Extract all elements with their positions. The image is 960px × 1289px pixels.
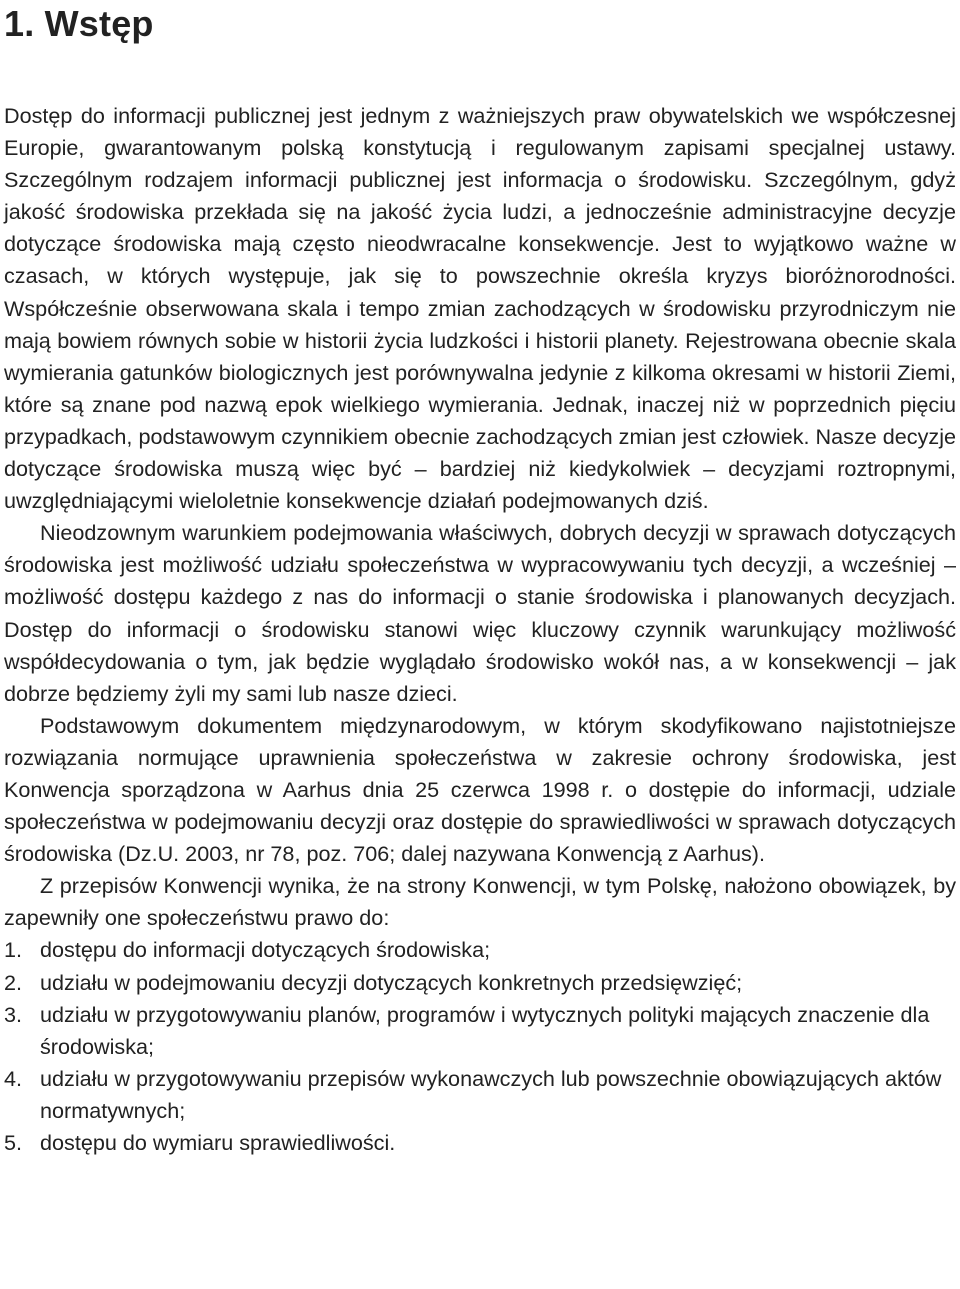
list-item-text: udziału w przygotowywaniu przepisów wykonawczych lub powszechnie obowiązujących aktów normatywnych; — [40, 1065, 942, 1123]
list-item-text: dostępu do informacji dotyczących środowiska; — [40, 937, 491, 963]
paragraph-aarhus-convention: Podstawowym dokumentem międzynarodowym, w którym skodyfikowano najistotniejsze rozwiązania normujące uprawnienia społeczeństwa w zakresie ochrony środowiska, jest Konwencja sporządzona w Aarhus dnia 25 czerwca 1998 r. o dostępie do informacji, udziale społeczeństwa w podejmowaniu decyzji oraz dostępie do sprawiedliwości w sprawach dotyczących środowiska (Dz.U. 2003, nr 78, poz. 706; dalej nazywana Konwencją z Aarhus). — [4, 712, 956, 867]
list-item-number: 4. — [4, 1065, 23, 1091]
list-item-text: dostępu do wymiaru sprawiedliwości. — [40, 1130, 396, 1155]
list-item-number: 5. — [4, 1130, 23, 1155]
paragraph-participation: Nieodzownym warunkiem podejmowania właściwych, dobrych decyzji w sprawach dotyczących środowiska jest możliwość udziału społeczeństwa w wypracowywaniu tych decyzji, a wcześniej – możliwość dostępu każdego z nas do informacji o stanie środowiska i planowanych decyzjach. Dostęp do informacji o środowisku stanowi więc kluczowy czynnik warunkujący możliwość współdecydowania o tym, jak będzie wyglądało środowisko wokół nas, a w konsekwencji – jak dobrze będziemy żyli my sami lub nasze dzieci. — [4, 520, 956, 706]
rights-list — [4, 934, 956, 1159]
list-item-number: 2. — [4, 969, 23, 995]
list-item — [4, 934, 956, 966]
list-item-text: udziału w podejmowaniu decyzji dotyczących konkretnych przedsięwzięć; — [40, 969, 743, 995]
list-item-text: udziału w przygotowywaniu planów, programów i wytycznych polityki mających znaczenie dla środowiska; — [40, 1001, 930, 1059]
list-item-number: 1. — [4, 937, 23, 963]
section-heading: 1. Wstęp — [4, 3, 154, 44]
paragraph-intro: Dostęp do informacji publicznej jest jednym z ważniejszych praw obywatelskich we współczesnej Europie, gwarantowanym polską konstytucją i regulowanym zapisami specjalnej ustawy. Szczególnym rodzajem informacji publicznej jest informacja o środowisku. Szczególnym, gdyż jakość środowiska przekłada się na jakość życia ludzi, a jednocześnie administracyjne decyzje dotyczące środowiska mają często nieodwracalne konsekwencje. Jest to wyjątkowo ważne w czasach, w których występuje, jak się to powszechnie określa kryzys bioróżnorodności. Współcześnie obserwowana skala i tempo zmian zachodzących w środowisku przyrodniczym nie mają bowiem równych sobie w historii życia ludzkości i historii planety. Rejestrowana obecnie skala wymierania gatunków biologicznych jest porównywalna jedynie z kilkoma okresami w historii Ziemi, które są znane pod nazwą epok wielkiego wymierania. Jednak, inaczej niż w poprzednich pięciu przypadkach, podstawowym czynnikiem obecnie zachodzących zmian jest człowiek. Nasze decyzje dotyczące środowiska muszą więc być – bardziej niż kiedykolwiek – decyzjami roztropnymi, uwzględniającymi wieloletnie konsekwencje działań podejmowanych dziś. — [4, 103, 956, 514]
paragraph-obligations: Z przepisów Konwencji wynika, że na strony Konwencji, w tym Polskę, nałożono obowiązek, by zapewniły one społeczeństwu prawo do: — [4, 873, 956, 931]
list-item — [4, 1063, 956, 1127]
document-page — [4, 0, 956, 1155]
list-item — [4, 1127, 956, 1159]
list-item — [4, 999, 956, 1063]
list-item-number: 3. — [4, 1001, 23, 1027]
list-item — [4, 967, 956, 999]
section-body — [4, 100, 956, 1159]
